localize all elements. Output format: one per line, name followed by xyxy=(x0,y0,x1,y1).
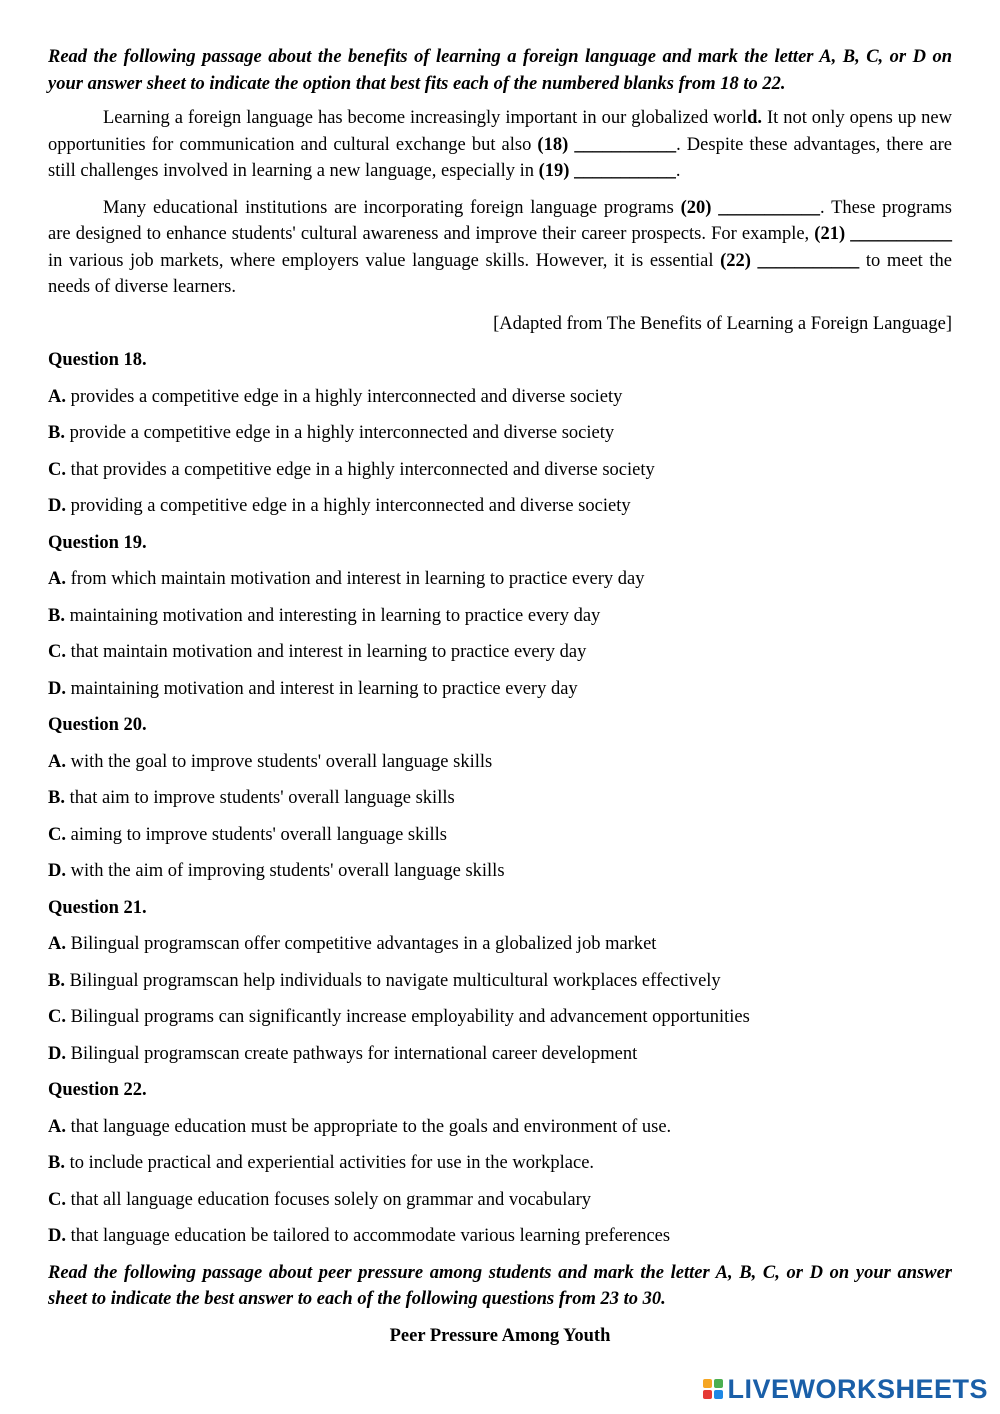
option-letter: A. xyxy=(48,1116,66,1137)
question-20 xyxy=(48,712,952,885)
question-title: Question 21. xyxy=(48,897,147,918)
option-text: that language education be tailored to accommodate various learning preferences xyxy=(66,1226,671,1246)
option-letter: B. xyxy=(48,423,65,443)
option-text: provide a competitive edge in a highly interconnected and diverse society xyxy=(64,423,615,443)
option-letter: B. xyxy=(48,970,65,991)
blank-number-19: (19) xyxy=(538,161,570,181)
option-text: Bilingual programscan create pathways for international career development xyxy=(66,1043,638,1064)
option-letter: A. xyxy=(48,934,66,954)
passage-2-title: Peer Pressure Among Youth xyxy=(389,1325,611,1346)
option-d[interactable] xyxy=(48,858,952,885)
option-letter: C. xyxy=(48,824,66,845)
worksheet-page xyxy=(48,44,952,1349)
option-a[interactable] xyxy=(48,931,952,958)
option-a[interactable] xyxy=(48,749,952,776)
question-title: Question 18. xyxy=(48,350,147,370)
instruction-23-30: Read the following passage about peer pressure among students and mark the letter A, B, C, or D on your answer sheet to indicate the best answer to each of the following questions from 23 to 30. xyxy=(48,1262,952,1309)
question-title: Question 22. xyxy=(48,1080,147,1100)
option-letter: D. xyxy=(48,1226,66,1246)
option-letter: B. xyxy=(48,788,65,808)
passage-text: Many educational institutions are incorporating foreign language programs xyxy=(103,197,681,218)
option-letter: C. xyxy=(48,642,66,662)
liveworksheets-logo[interactable] xyxy=(703,1376,988,1403)
option-text: that maintain motivation and interest in learning to practice every day xyxy=(66,642,587,662)
option-d[interactable] xyxy=(48,676,952,703)
passage-text: . These programs are designed to enhance students' cultural awareness and improve their career prospects. For example, xyxy=(48,197,952,244)
logo-text: LIVEWORKSHEETS xyxy=(727,1374,988,1404)
blank-18[interactable]: ___________ xyxy=(574,134,677,155)
question-21 xyxy=(48,895,952,1068)
option-text: from which maintain motivation and interest in learning to practice every day xyxy=(66,569,645,589)
question-22 xyxy=(48,1077,952,1250)
question-title: Question 19. xyxy=(48,532,147,553)
option-letter: B. xyxy=(48,605,65,626)
option-text: with the aim of improving students' overall language skills xyxy=(66,861,505,881)
blank-21[interactable]: ___________ xyxy=(850,224,952,244)
option-text: that language education must be appropriate to the goals and environment of use. xyxy=(66,1116,672,1137)
question-title: Question 20. xyxy=(48,715,147,735)
passage-text-bold: d. xyxy=(747,108,763,128)
option-c[interactable] xyxy=(48,639,952,666)
passage-text: Learning a foreign language has become increasingly important in our globalized worl xyxy=(103,108,748,128)
option-b[interactable] xyxy=(48,968,952,995)
option-letter: D. xyxy=(48,1043,66,1064)
option-c[interactable] xyxy=(48,1187,952,1214)
option-letter: B. xyxy=(48,1153,65,1173)
option-text: that all language education focuses solely on grammar and vocabulary xyxy=(66,1189,592,1210)
option-d[interactable] xyxy=(48,493,952,520)
option-letter: C. xyxy=(48,459,66,480)
option-c[interactable] xyxy=(48,822,952,849)
option-text: that aim to improve students' overall language skills xyxy=(64,788,455,808)
passage-text: It not only opens up new opportunities for communication and cultural exchange but also xyxy=(48,108,953,155)
option-text: that provides a competitive edge in a highly interconnected and diverse society xyxy=(66,459,655,480)
option-a[interactable] xyxy=(48,566,952,593)
option-text: to include practical and experiential activities for use in the workplace. xyxy=(64,1153,595,1173)
instruction-18-22: Read the following passage about the benefits of learning a foreign language and mark the letter A, B, C, or D on your answer sheet to indicate the option that best fits each of the numbered blanks from 18 to 22. xyxy=(48,47,952,94)
option-b[interactable] xyxy=(48,603,952,630)
option-a[interactable] xyxy=(48,384,952,411)
question-19 xyxy=(48,530,952,703)
option-text: maintaining motivation and interest in learning to practice every day xyxy=(66,678,578,699)
option-text: with the goal to improve students' overall language skills xyxy=(66,751,493,772)
option-b[interactable] xyxy=(48,1150,952,1177)
passage-text: to meet the needs of diverse learners. xyxy=(48,250,952,297)
option-b[interactable] xyxy=(48,785,952,812)
option-text: Bilingual programscan help individuals to navigate multicultural workplaces effectively xyxy=(64,970,721,991)
option-letter: A. xyxy=(48,569,66,589)
blank-22[interactable]: ___________ xyxy=(757,250,860,271)
option-a[interactable] xyxy=(48,1114,952,1141)
option-c[interactable] xyxy=(48,457,952,484)
blank-number-21: (21) xyxy=(814,224,846,244)
passage-text: . xyxy=(675,161,681,181)
option-text: provides a competitive edge in a highly interconnected and diverse society xyxy=(66,386,623,407)
option-d[interactable] xyxy=(48,1041,952,1068)
option-b[interactable] xyxy=(48,420,952,447)
option-letter: A. xyxy=(48,386,66,407)
option-text: providing a competitive edge in a highly interconnected and diverse society xyxy=(66,496,631,516)
blank-number-22: (22) xyxy=(720,250,751,271)
option-text: Bilingual programscan offer competitive advantages in a globalized job market xyxy=(66,934,657,954)
option-letter: A. xyxy=(48,751,66,772)
blank-19[interactable]: ___________ xyxy=(574,161,676,181)
option-c[interactable] xyxy=(48,1004,952,1031)
passage-text: in various job markets, where employers value language skills. However, it is essential xyxy=(48,250,721,271)
option-text: aiming to improve students' overall language skills xyxy=(66,824,447,845)
option-letter: D. xyxy=(48,861,66,881)
question-18 xyxy=(48,347,952,520)
option-letter: C. xyxy=(48,1007,66,1027)
passage-paragraph-1 xyxy=(48,105,952,185)
option-text: maintaining motivation and interesting in learning to practice every day xyxy=(64,605,601,626)
option-d[interactable] xyxy=(48,1223,952,1250)
blank-number-18: (18) xyxy=(537,134,569,155)
blank-number-20: (20) xyxy=(680,197,712,218)
blank-20[interactable]: ___________ xyxy=(718,197,820,218)
option-letter: D. xyxy=(48,496,66,516)
option-letter: D. xyxy=(48,678,66,699)
passage-paragraph-2 xyxy=(48,195,952,301)
option-text: Bilingual programs can significantly increase employability and advancement opportunities xyxy=(66,1007,750,1027)
option-letter: C. xyxy=(48,1189,66,1210)
passage-source: [Adapted from The Benefits of Learning a Foreign Language] xyxy=(493,313,952,334)
passage-text: . Despite these advantages, there are still challenges involved in learning a new language, especially in xyxy=(48,134,953,181)
liveworksheets-logo-icon xyxy=(703,1379,723,1399)
